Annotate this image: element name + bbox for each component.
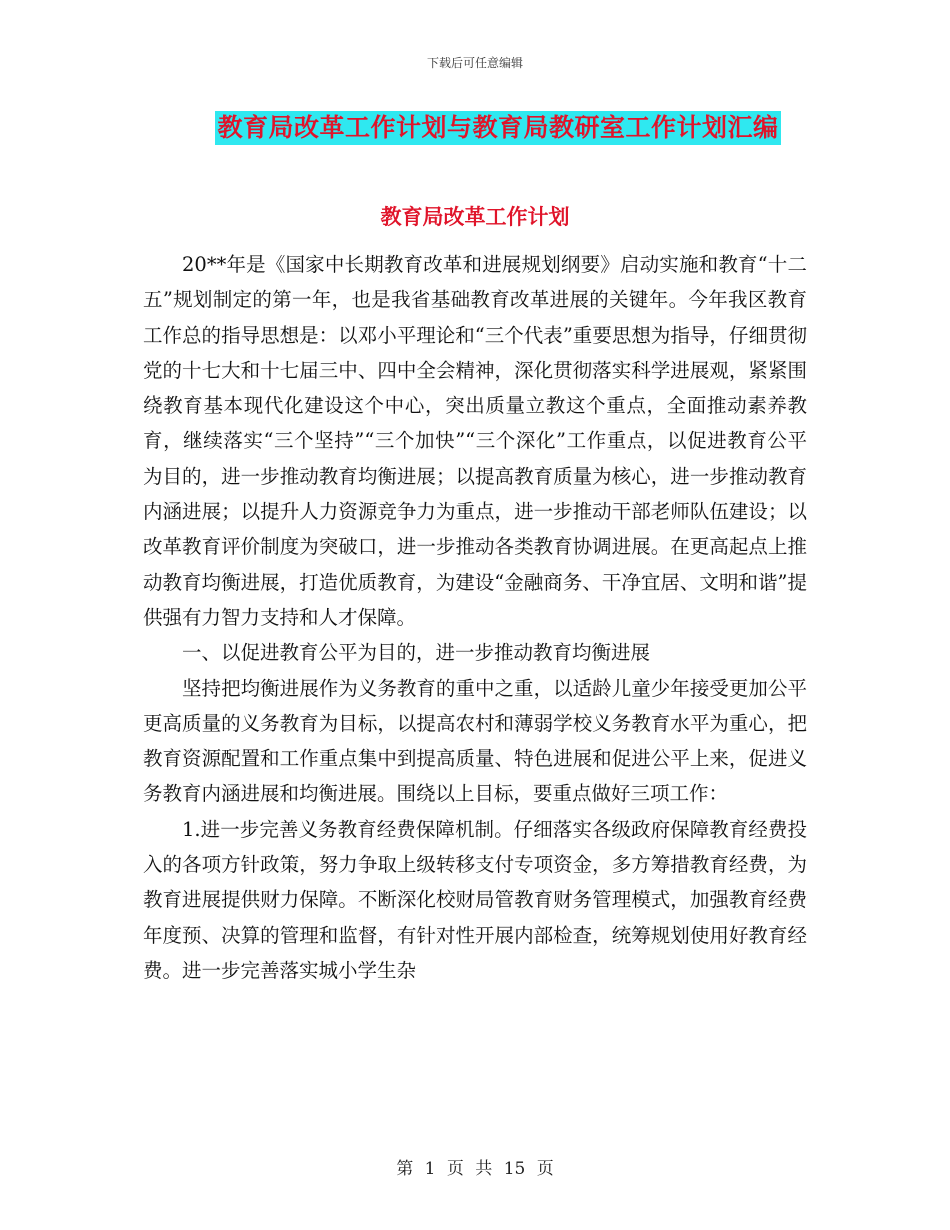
header-note: 下载后可任意编辑 — [426, 56, 523, 70]
paragraph: 一、以促进教育公平为目的，进一步推动教育均衡进展 — [182, 641, 651, 665]
section-title: 教育局改革工作计划 — [380, 204, 570, 229]
paragraph: 坚持把均衡进展作为义务教育的重中之重，以适龄儿童少年接受更加公平更高质量的义务教育为目标，以提高农村和薄弱学校义务教育水平为重心，把教育资源配置和工作重点集中到提高质量、特色进展和促进公平上来，促进义务教育内涵进展和均衡进展。围绕以上目标，要重点做好三项工作： — [143, 676, 807, 806]
document-title: 教育局改革工作计划与教育局教研室工作计划汇编 — [215, 111, 780, 145]
paragraph: 20**年是《国家中长期教育改革和进展规划纲要》启动实施和教育“十二五”规划制定的第一年，也是我省基础教育改革进展的关键年。今年我区教育工作总的指导思想是：以邓小平理论和“三个代表”重要思想为指导，仔细贯彻党的十七大和十七届三中、四中全会精神，深化贯彻落实科学进展观，紧紧围绕教育基本现代化建设这个中心，突出质量立教这个重点，全面推动素养教育，继续落实“三个坚持”“三个加快”“三个深化”工作重点，以促进教育公平为目的，进一步推动教育均衡进展；以提高教育质量为核心，进一步推动教育内涵进展；以提升人力资源竞争力为重点，进一步推动干部老师队伍建设；以改革教育评价制度为突破口，进一步推动各类教育协调进展。在更高起点上推动教育均衡进展，打造优质教育，为建设“金融商务、干净宜居、文明和谐”提供强有力智力支持和人才保障。 — [143, 253, 807, 629]
document-title-container — [0, 111, 950, 145]
paragraph: 1.进一步完善义务教育经费保障机制。仔细落实各级政府保障教育经费投入的各项方针政策，努力争取上级转移支付专项资金，多方筹措教育经费，为教育进展提供财力保障。不断深化校财局管教育财务管理模式，加强教育经费年度预、决算的管理和监督，有针对性开展内部检查，统筹规划使用好教育经费。进一步完善落实城小学生杂 — [143, 817, 807, 982]
page-number-footer: 第 1 页 共 15 页 — [396, 1159, 554, 1179]
document-body — [143, 247, 807, 988]
